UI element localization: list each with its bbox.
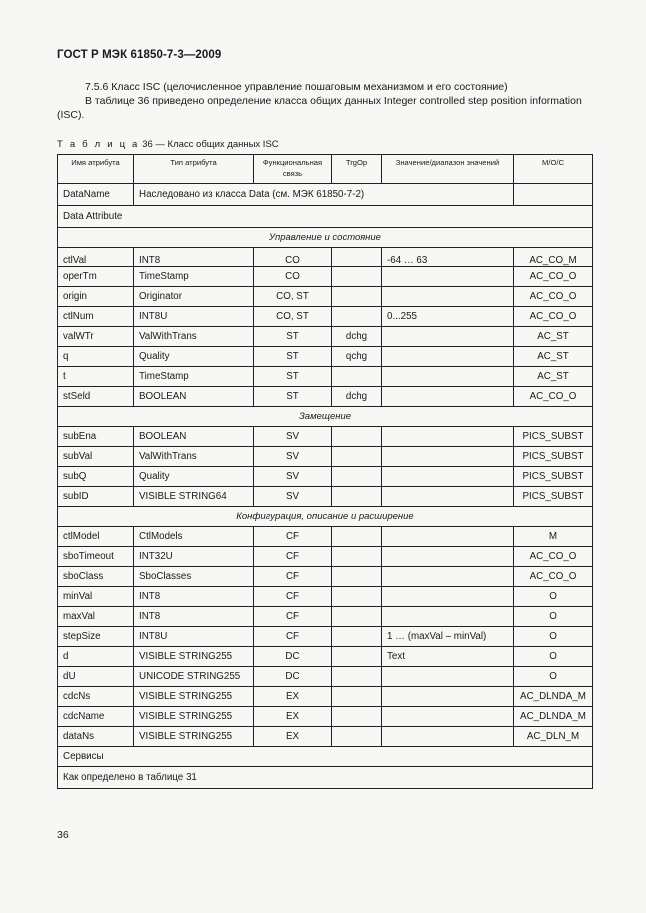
attr-range-cell: Text — [382, 647, 514, 667]
attr-trgop-cell: qchg — [332, 347, 382, 367]
attr-range-cell — [382, 607, 514, 627]
services-desc-row — [58, 767, 593, 789]
attribute-row — [58, 687, 593, 707]
attribute-row — [58, 387, 593, 407]
attr-fc-cell: ST — [254, 327, 332, 347]
section-text: В таблице 36 приведено определение класса общих данных Integer controlled step position information (ISC). — [57, 95, 582, 121]
attr-trgop-cell — [332, 607, 382, 627]
attr-type-cell: VISIBLE STRING255 — [134, 647, 254, 667]
attr-moc-cell: M — [514, 527, 593, 547]
attr-name-cell: maxVal — [58, 607, 134, 627]
attr-trgop-cell — [332, 367, 382, 387]
attr-range-cell — [382, 327, 514, 347]
attr-fc-cell: SV — [254, 487, 332, 507]
attr-type-cell: Originator — [134, 287, 254, 307]
attr-range-cell — [382, 387, 514, 407]
attr-moc-cell: O — [514, 607, 593, 627]
attr-range-cell — [382, 527, 514, 547]
attr-type-cell: ValWithTrans — [134, 327, 254, 347]
data-attribute-label: Data Attribute — [58, 206, 593, 228]
attr-range-cell — [382, 547, 514, 567]
attr-range-cell — [382, 287, 514, 307]
attr-fc-cell: EX — [254, 687, 332, 707]
attr-type-cell: VISIBLE STRING255 — [134, 707, 254, 727]
attr-trgop-cell — [332, 627, 382, 647]
attribute-row — [58, 587, 593, 607]
attr-fc-cell: CO — [254, 267, 332, 287]
attr-type-cell: VISIBLE STRING255 — [134, 687, 254, 707]
attr-type-cell: VISIBLE STRING255 — [134, 727, 254, 747]
attr-type-cell: CtlModels — [134, 527, 254, 547]
attr-name-cell: cdcNs — [58, 687, 134, 707]
attr-trgop-cell — [332, 687, 382, 707]
attribute-row — [58, 307, 593, 327]
attr-range-cell — [382, 567, 514, 587]
attr-range-cell: 1 … (maxVal – minVal) — [382, 627, 514, 647]
attr-moc-cell: AC_CO_O — [514, 307, 593, 327]
attr-trgop-cell — [332, 248, 382, 267]
services-desc: Как определено в таблице 31 — [58, 767, 593, 789]
attr-name-cell: subEna — [58, 427, 134, 447]
attr-type-cell: INT8U — [134, 627, 254, 647]
attr-fc-cell: SV — [254, 467, 332, 487]
attr-trgop-cell — [332, 447, 382, 467]
attr-moc-cell: AC_ST — [514, 347, 593, 367]
table-caption-title: 36 — Класс общих данных ISC — [142, 139, 279, 150]
attr-fc-cell: ST — [254, 367, 332, 387]
attr-range-cell — [382, 687, 514, 707]
attr-moc-cell: PICS_SUBST — [514, 427, 593, 447]
attr-range-cell — [382, 447, 514, 467]
attr-moc-cell: PICS_SUBST — [514, 487, 593, 507]
attr-name-cell: dU — [58, 667, 134, 687]
attr-type-cell: INT32U — [134, 547, 254, 567]
attr-moc-cell: AC_CO_O — [514, 567, 593, 587]
attr-trgop-cell — [332, 427, 382, 447]
attr-range-cell — [382, 427, 514, 447]
section-heading: 7.5.6 Класс ISC (целочисленное управление пошаговым механизмом и его состояние) — [85, 81, 508, 93]
attr-type-cell: SboClasses — [134, 567, 254, 587]
attribute-row — [58, 487, 593, 507]
attr-type-cell: Quality — [134, 467, 254, 487]
attr-range-cell — [382, 587, 514, 607]
attr-type-cell: INT8 — [134, 607, 254, 627]
attribute-row — [58, 327, 593, 347]
attr-name-cell: valWTr — [58, 327, 134, 347]
attr-name-cell: d — [58, 647, 134, 667]
attr-type-cell: INT8 — [134, 587, 254, 607]
attr-name-cell: sboClass — [58, 567, 134, 587]
table-caption-prefix: Т а б л и ц а — [57, 139, 140, 150]
attr-fc-cell: EX — [254, 707, 332, 727]
table-header-row — [58, 155, 593, 184]
attr-trgop-cell — [332, 487, 382, 507]
attr-trgop-cell — [332, 727, 382, 747]
attr-type-cell: UNICODE STRING255 — [134, 667, 254, 687]
table-caption — [57, 139, 279, 150]
attr-range-cell — [382, 467, 514, 487]
attr-type-cell: ValWithTrans — [134, 447, 254, 467]
attr-type-cell: BOOLEAN — [134, 427, 254, 447]
attr-moc-cell: PICS_SUBST — [514, 467, 593, 487]
group-title-control-status: Управление и состояние — [58, 228, 593, 248]
attr-type-cell: VISIBLE STRING64 — [134, 487, 254, 507]
attr-trgop-cell — [332, 587, 382, 607]
attribute-row — [58, 727, 593, 747]
attr-fc-cell: ST — [254, 347, 332, 367]
attr-name-cell: stepSize — [58, 627, 134, 647]
dataname-row — [58, 184, 593, 206]
isc-class-table — [57, 154, 593, 789]
attr-name-cell: ctlNum — [58, 307, 134, 327]
attr-type-cell: TimeStamp — [134, 267, 254, 287]
attr-moc-cell: AC_CO_M — [514, 248, 593, 267]
attr-moc-cell: AC_ST — [514, 367, 593, 387]
attribute-row — [58, 667, 593, 687]
attr-moc-cell: AC_DLNDA_M — [514, 707, 593, 727]
page-number: 36 — [57, 829, 69, 841]
attribute-row — [58, 447, 593, 467]
attribute-row — [58, 567, 593, 587]
attr-trgop-cell — [332, 467, 382, 487]
document-header: ГОСТ Р МЭК 61850-7-3—2009 — [57, 49, 222, 61]
attr-name-cell: stSeld — [58, 387, 134, 407]
col-header-name: Имя атрибута — [58, 155, 134, 184]
attr-trgop-cell — [332, 547, 382, 567]
attr-trgop-cell: dchg — [332, 327, 382, 347]
attribute-row — [58, 347, 593, 367]
attr-moc-cell: AC_CO_O — [514, 267, 593, 287]
data-attribute-row — [58, 206, 593, 228]
attr-trgop-cell — [332, 267, 382, 287]
attribute-row — [58, 287, 593, 307]
attribute-row — [58, 707, 593, 727]
attr-fc-cell: EX — [254, 727, 332, 747]
attr-trgop-cell — [332, 307, 382, 327]
attr-range-cell — [382, 727, 514, 747]
attr-fc-cell: CF — [254, 587, 332, 607]
attr-name-cell: t — [58, 367, 134, 387]
services-label: Сервисы — [58, 747, 593, 767]
attr-range-cell — [382, 667, 514, 687]
attr-fc-cell: CO, ST — [254, 307, 332, 327]
dataname-empty — [514, 184, 593, 206]
attr-fc-cell: CO — [254, 248, 332, 267]
attribute-row — [58, 248, 593, 267]
attribute-row — [58, 367, 593, 387]
attr-fc-cell: CF — [254, 567, 332, 587]
attr-type-cell: BOOLEAN — [134, 387, 254, 407]
attr-trgop-cell — [332, 567, 382, 587]
col-header-moc: M/O/C — [514, 155, 593, 184]
attribute-row — [58, 647, 593, 667]
attr-name-cell: ctlVal — [58, 248, 134, 267]
attr-trgop-cell: dchg — [332, 387, 382, 407]
attr-name-cell: minVal — [58, 587, 134, 607]
attr-moc-cell: O — [514, 647, 593, 667]
attr-range-cell — [382, 267, 514, 287]
attr-fc-cell: DC — [254, 667, 332, 687]
attr-name-cell: sboTimeout — [58, 547, 134, 567]
group-row-configuration — [58, 507, 593, 527]
attr-range-cell — [382, 367, 514, 387]
attr-name-cell: subID — [58, 487, 134, 507]
attr-trgop-cell — [332, 647, 382, 667]
col-header-trgop: TrgOp — [332, 155, 382, 184]
attr-moc-cell: AC_CO_O — [514, 287, 593, 307]
attr-moc-cell: AC_DLNDA_M — [514, 687, 593, 707]
attr-moc-cell: AC_ST — [514, 327, 593, 347]
attr-fc-cell: CF — [254, 527, 332, 547]
attr-moc-cell: AC_DLN_M — [514, 727, 593, 747]
col-header-range: Значение/диапазон значений — [382, 155, 514, 184]
attr-fc-cell: SV — [254, 427, 332, 447]
attribute-row — [58, 467, 593, 487]
group-row-substitution — [58, 407, 593, 427]
attribute-row — [58, 527, 593, 547]
attr-range-cell: 0...255 — [382, 307, 514, 327]
attr-moc-cell: AC_CO_O — [514, 387, 593, 407]
attr-moc-cell: O — [514, 587, 593, 607]
attr-name-cell: subVal — [58, 447, 134, 467]
col-header-type: Тип атрибута — [134, 155, 254, 184]
attr-name-cell: ctlModel — [58, 527, 134, 547]
attr-fc-cell: ST — [254, 387, 332, 407]
attr-range-cell — [382, 487, 514, 507]
attr-moc-cell: O — [514, 667, 593, 687]
attr-name-cell: dataNs — [58, 727, 134, 747]
group-title-substitution: Замещение — [58, 407, 593, 427]
attr-name-cell: operTm — [58, 267, 134, 287]
attribute-row — [58, 607, 593, 627]
attr-moc-cell: O — [514, 627, 593, 647]
services-row — [58, 747, 593, 767]
attr-fc-cell: CF — [254, 627, 332, 647]
attr-type-cell: INT8U — [134, 307, 254, 327]
group-title-configuration: Конфигурация, описание и расширение — [58, 507, 593, 527]
attr-range-cell — [382, 707, 514, 727]
attr-fc-cell: CF — [254, 607, 332, 627]
group-row-control-status — [58, 228, 593, 248]
attribute-row — [58, 547, 593, 567]
attr-type-cell: TimeStamp — [134, 367, 254, 387]
attr-name-cell: subQ — [58, 467, 134, 487]
attr-moc-cell: AC_CO_O — [514, 547, 593, 567]
attr-name-cell: cdcName — [58, 707, 134, 727]
dataname-desc: Наследовано из класса Data (см. МЭК 61850-7-2) — [134, 184, 514, 206]
attr-fc-cell: SV — [254, 447, 332, 467]
attribute-row — [58, 427, 593, 447]
attr-range-cell — [382, 347, 514, 367]
attr-trgop-cell — [332, 707, 382, 727]
attr-fc-cell: CO, ST — [254, 287, 332, 307]
attr-type-cell: INT8 — [134, 248, 254, 267]
attr-name-cell: q — [58, 347, 134, 367]
attr-type-cell: Quality — [134, 347, 254, 367]
attr-name-cell: origin — [58, 287, 134, 307]
attr-trgop-cell — [332, 667, 382, 687]
attribute-row — [58, 627, 593, 647]
attribute-row — [58, 267, 593, 287]
attr-trgop-cell — [332, 287, 382, 307]
attr-fc-cell: DC — [254, 647, 332, 667]
attr-moc-cell: PICS_SUBST — [514, 447, 593, 467]
attr-fc-cell: CF — [254, 547, 332, 567]
dataname-label: DataName — [58, 184, 134, 206]
attr-trgop-cell — [332, 527, 382, 547]
attr-range-cell: -64 … 63 — [382, 248, 514, 267]
col-header-fc: Функциональная связь — [254, 155, 332, 184]
